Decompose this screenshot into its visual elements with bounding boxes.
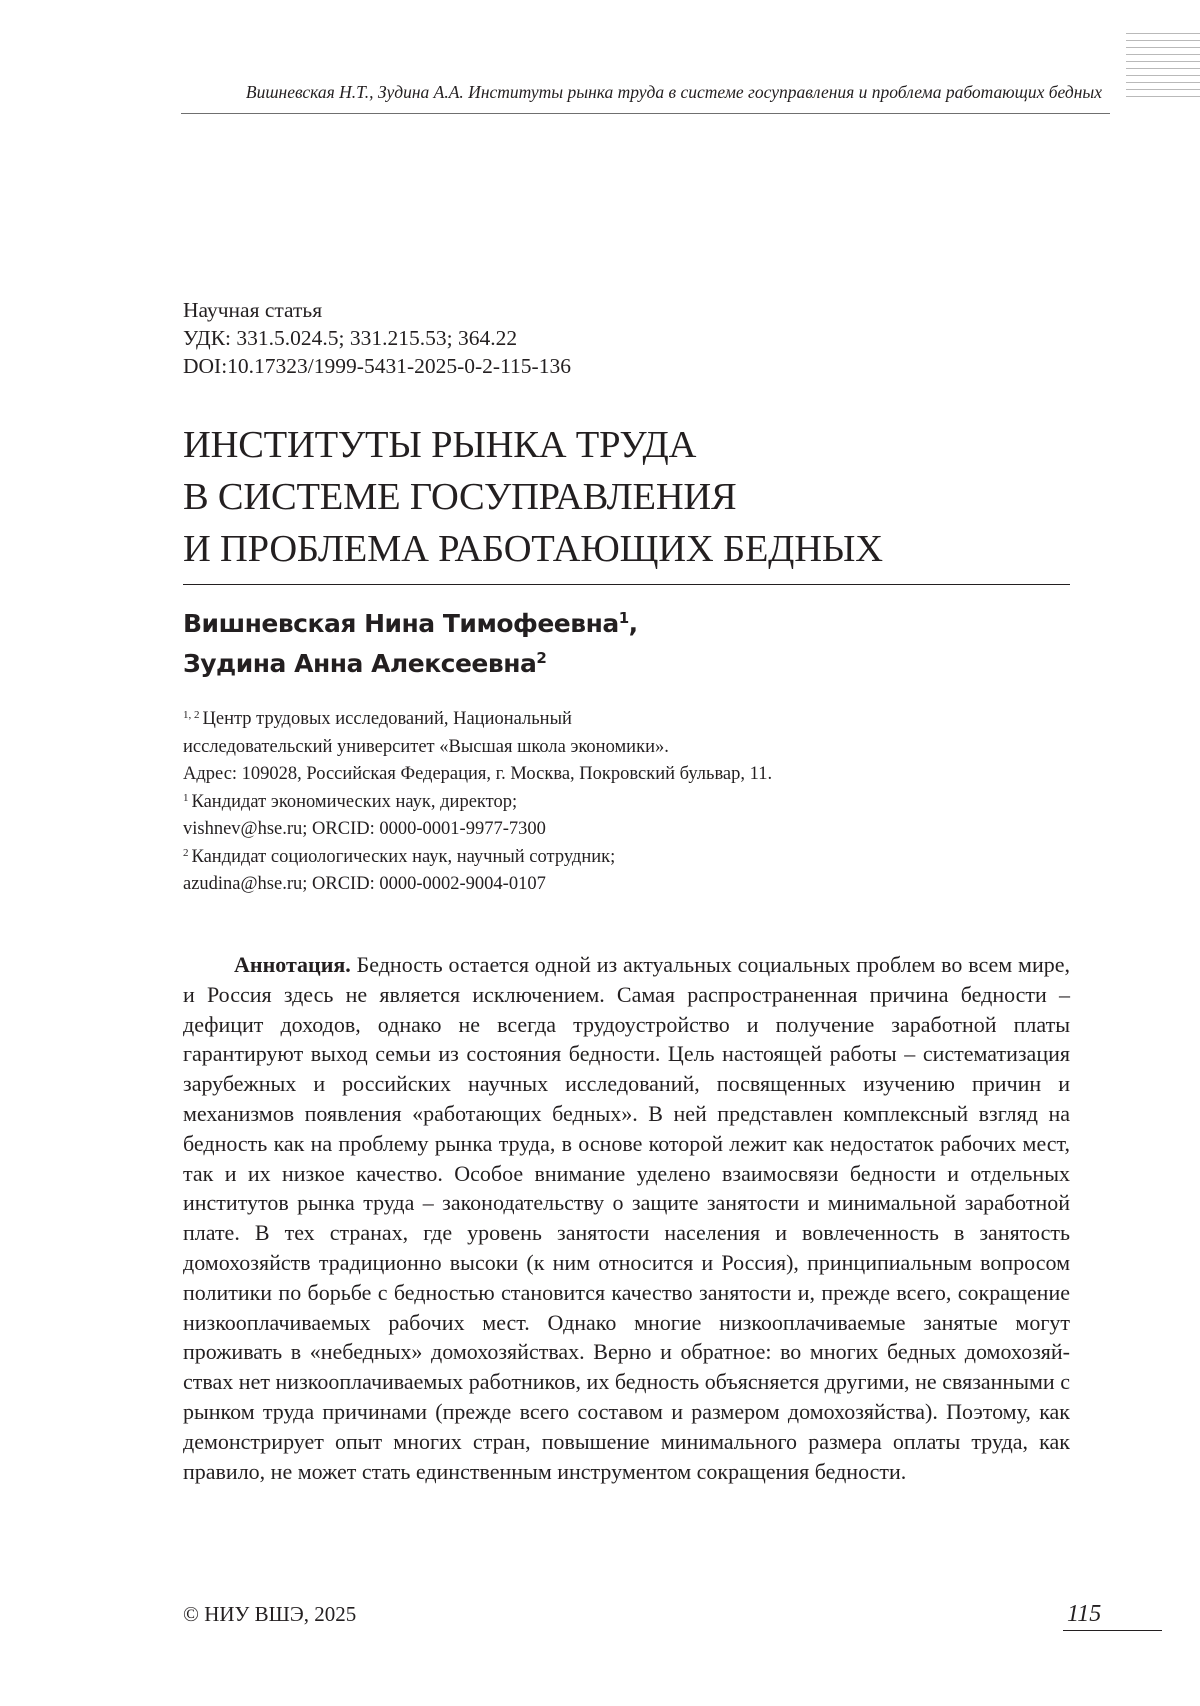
- author-mark: 2: [536, 649, 547, 667]
- abstract-label: Аннотация.: [234, 952, 351, 977]
- affiliations: [183, 706, 772, 899]
- author-suffix: ,: [628, 609, 638, 638]
- title-line: В СИСТЕМЕ ГОСУПРАВЛЕНИЯ: [183, 476, 737, 518]
- author: [183, 644, 638, 684]
- affiliation-mark: 1: [183, 791, 189, 804]
- udc: УДК: 331.5.024.5; 331.215.53; 364.22: [183, 326, 518, 350]
- author-2-contact: azudina@hse.ru; ORCID: 0000-0002-9004-0107: [183, 874, 546, 894]
- author: [183, 604, 638, 644]
- corner-decoration: [1126, 33, 1200, 105]
- title-line: И ПРОБЛЕМА РАБОТАЮЩИХ БЕДНЫХ: [183, 528, 883, 570]
- author-2-position: $^2$ Кандидат социологических наук, научный сотрудник;: [183, 846, 616, 867]
- running-header: [181, 79, 1110, 114]
- author-1-position: $^1$ Кандидат экономических наук, директор;: [183, 791, 518, 812]
- affiliation-mark: 1, 2: [183, 709, 200, 721]
- page-number-rule: [1063, 1630, 1162, 1631]
- doi: DOI:10.17323/1999-5431-2025-0-2-115-136: [183, 354, 571, 378]
- abstract: [183, 950, 1070, 1486]
- author-name: Зудина Анна Алексеевна: [183, 649, 537, 678]
- affiliation-line: $^{1, 2}$ Центр трудовых исследований, Национальный: [183, 709, 572, 729]
- article-type: Научная статья: [183, 298, 323, 322]
- abstract-text: Бедность остается одной из актуальных социальных проблем во всем мире, и Россия здесь не является исключением. Самая распространенная причина бедности – дефицит доходов, однако не всегда трудоустройство и получение заработной платы гарантируют выход семьи из состояния бедности. Цель настоящей работы – систематизация зарубежных и российских научных исследований, посвященных изучению причин и механизмов появления «работающих бедных». В ней представлен комплексный взгляд на бедность как на проблему рынка труда, в основе которой лежит как недостаток рабочих мест, так и их низкое качество. Особое внимание уделено взаимосвязи бедности и отдельных институтов рынка труда – законодательству о защите занятости и минимальной заработной плате. В тех странах, где уровень занятости населения и вовлеченность в занятость домохозяйств традиционно высоки (к ним относится и Россия), принципиальным вопросом политики по борьбе с бедностью становится качество занятости и, прежде всего, сокращение низкооплачиваемых рабочих мест. Однако многие низкооплачиваемые занятые могут проживать в «небедных» домохозяйствах. Верно и обратное: во многих бедных домохозяйствах нет низкооплачиваемых работников, их бедность объясняется другими, не связанными с рынком труда причинами (прежде всего составом и размером домохозяйства). Поэтому, как демонстрирует опыт многих стран, повышение минимального размера оплаты труда, как правило, не может стать единственным инструментом сокращения бедности.: [183, 952, 1071, 1484]
- copyright: © НИУ ВШЭ, 2025: [183, 1602, 357, 1626]
- running-header-text: Вишневская Н.Т., Зудина А.А. Институты рынка труда в системе госуправления и проблема работающих бедных: [245, 82, 1102, 102]
- authors: [183, 604, 638, 684]
- title-line: ИНСТИТУТЫ РЫНКА ТРУДА: [183, 424, 697, 466]
- page-number: 115: [1067, 1601, 1102, 1627]
- author-1-contact: vishnev@hse.ru; ORCID: 0000-0001-9977-7300: [183, 819, 546, 839]
- abstract-paragraph: [183, 950, 1070, 1486]
- article-title: [183, 419, 1073, 575]
- author-mark: 1: [618, 609, 629, 627]
- address-line: Адрес: 109028, Российская Федерация, г. Москва, Покровский бульвар, 11.: [183, 764, 773, 784]
- affiliation-line: исследовательский университет «Высшая школа экономики».: [183, 736, 669, 757]
- title-divider: [183, 584, 1070, 585]
- author-name: Вишневская Нина Тимофеевна: [183, 609, 619, 638]
- affiliation-mark: 2: [183, 846, 189, 859]
- article-meta: [183, 296, 571, 380]
